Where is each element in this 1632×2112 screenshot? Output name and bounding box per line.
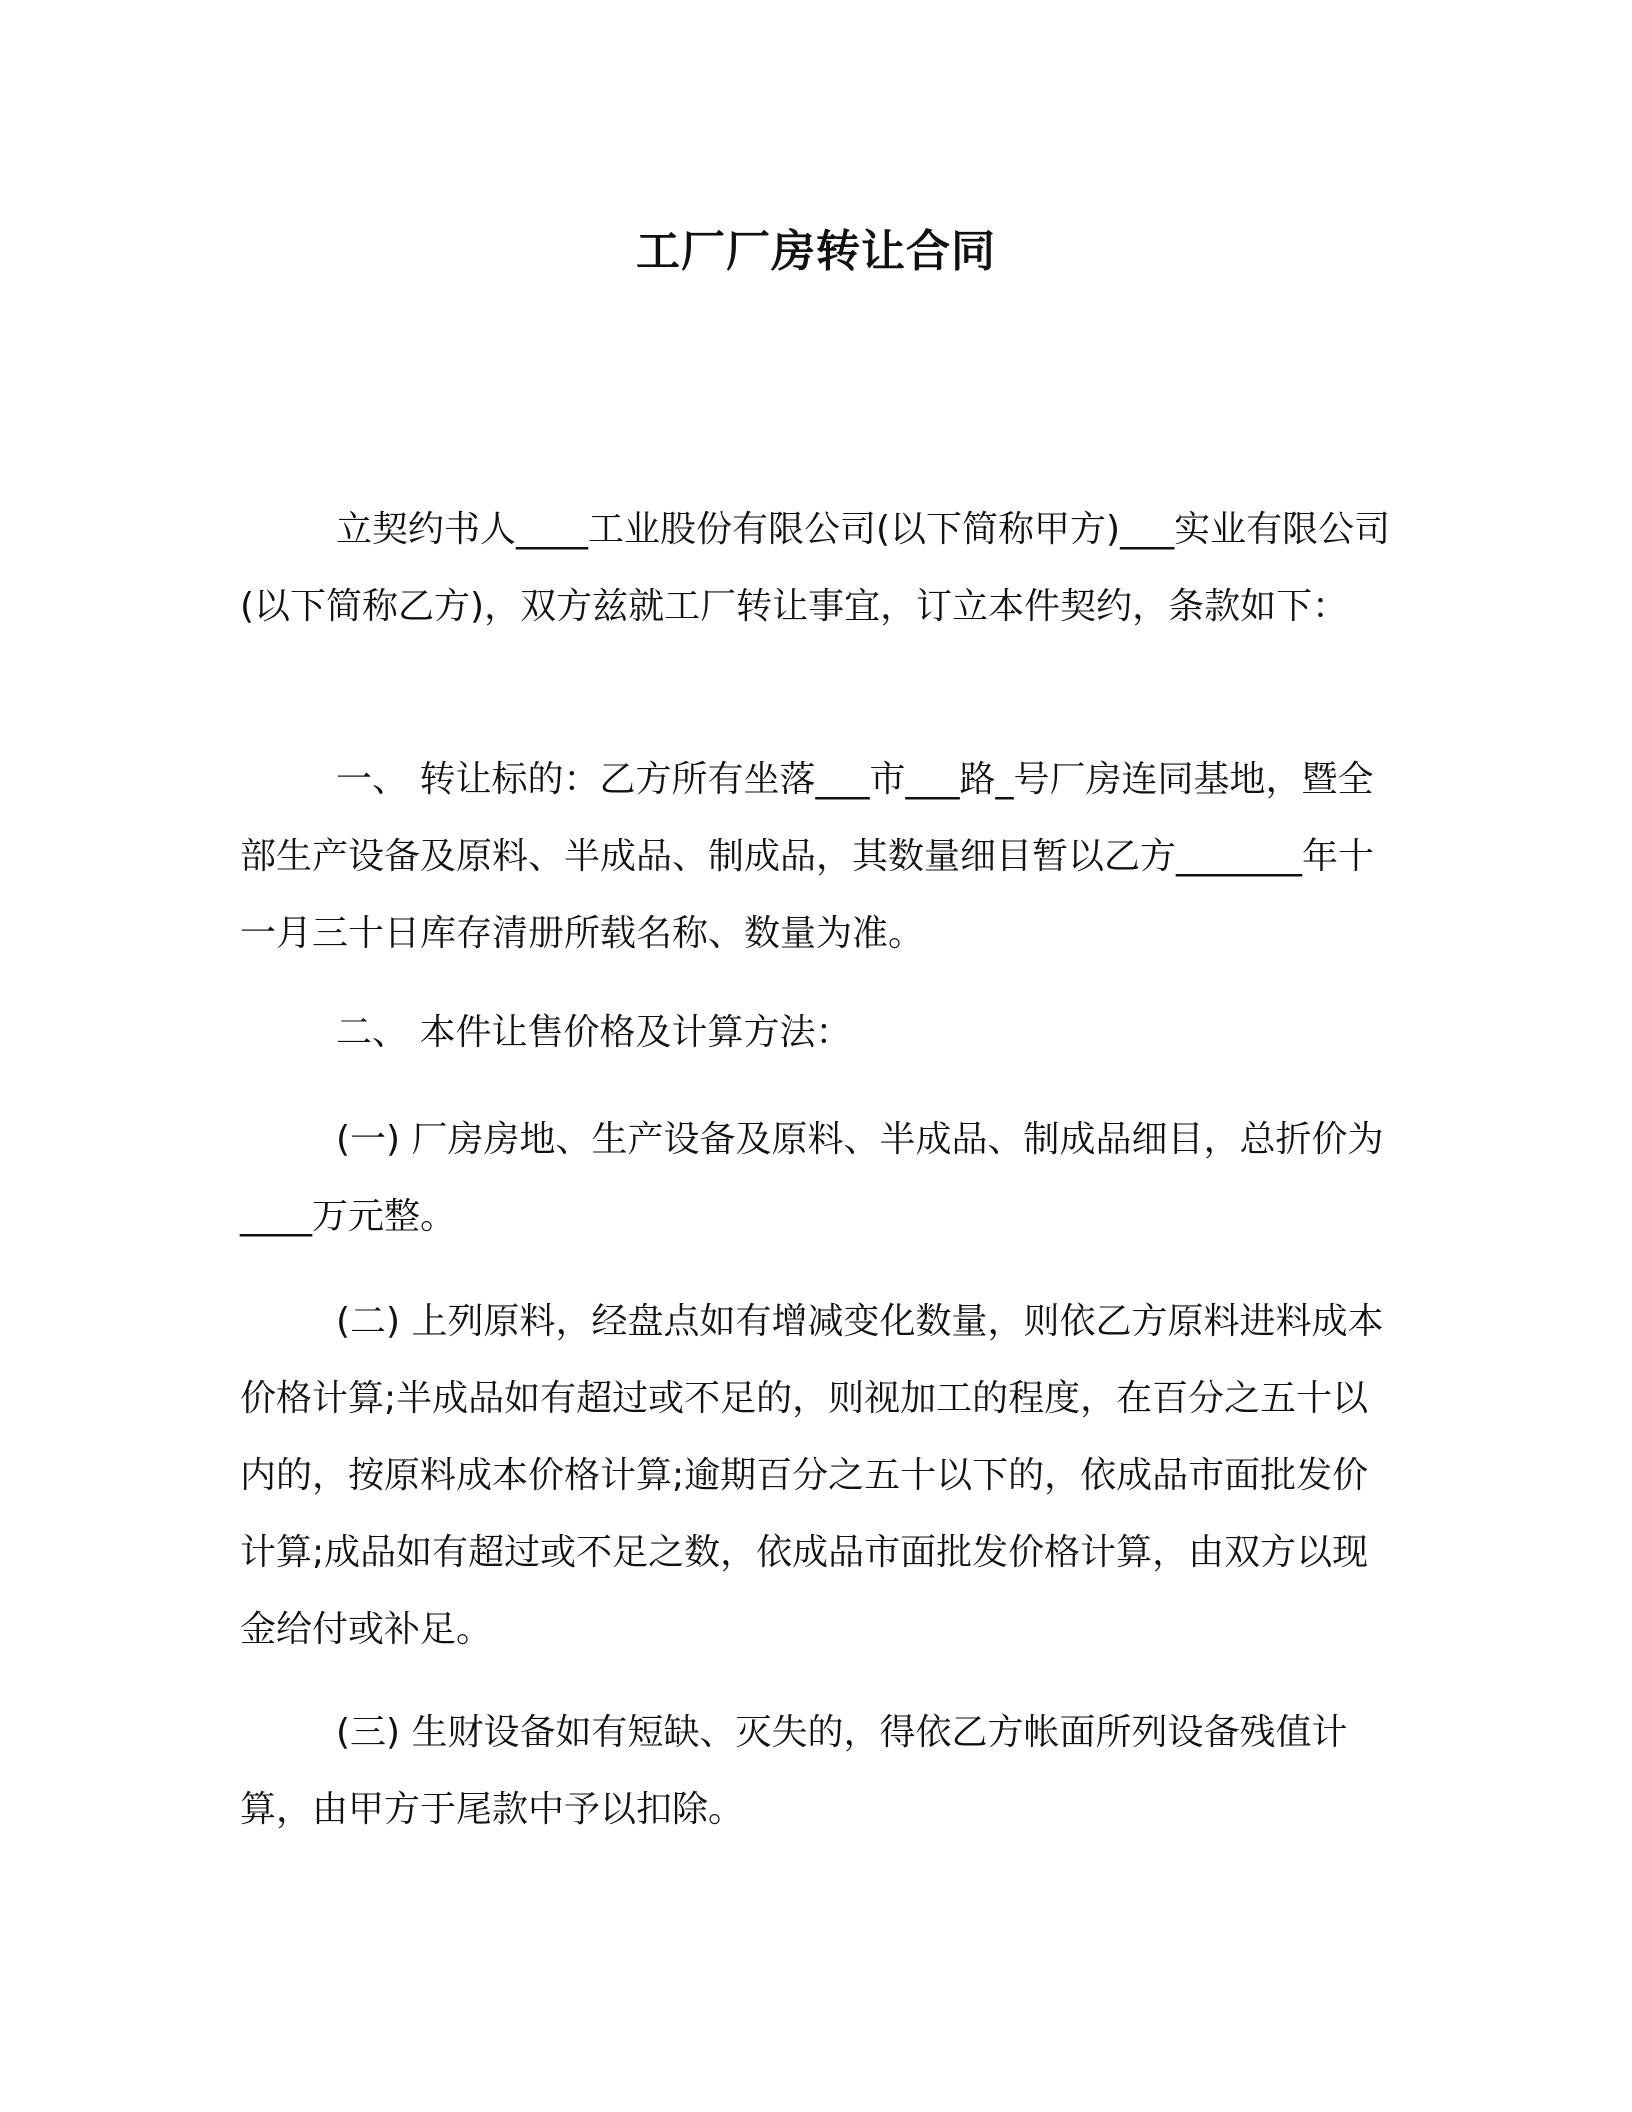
paragraph-item-2: (二) 上列原料，经盘点如有增减变化数量，则依乙方原料进料成本价格计算;半成品如有超过或不足的，则视加工的程度，在百分之五十以内的，按原料成本价格计算;逾期百分之五十以下的，依成品市面批发价计算;成品如有超过或不足之数，依成品市面批发价格计算，由双方以现金给付或补足。 (240, 1301, 1384, 1650)
document-title: 工厂厂房转让合同 (636, 226, 996, 277)
paragraph-article-2: 二、 本件让售价格及计算方法： (336, 1012, 852, 1053)
paragraph-item-3: (三) 生财设备如有短缺、灭失的，得依乙方帐面所列设备残值计算，由甲方于尾款中予以扣除。 (240, 1712, 1348, 1830)
paragraph-article-1: 一、 转让标的：乙方所有坐落___市___路_号厂房连同基地，暨全部生产设备及原料、半成品、制成品，其数量细目暂以乙方_______年十一月三十日库存清册所载名称、数量为准。 (240, 759, 1375, 954)
paragraph-parties: 立契约书人____工业股份有限公司(以下简称甲方)___实业有限公司(以下简称乙方)，双方兹就工厂转让事宜，订立本件契约，条款如下： (240, 509, 1391, 627)
paragraph-item-1: (一) 厂房房地、生产设备及原料、半成品、制成品细目，总折价为____万元整。 (240, 1119, 1384, 1237)
